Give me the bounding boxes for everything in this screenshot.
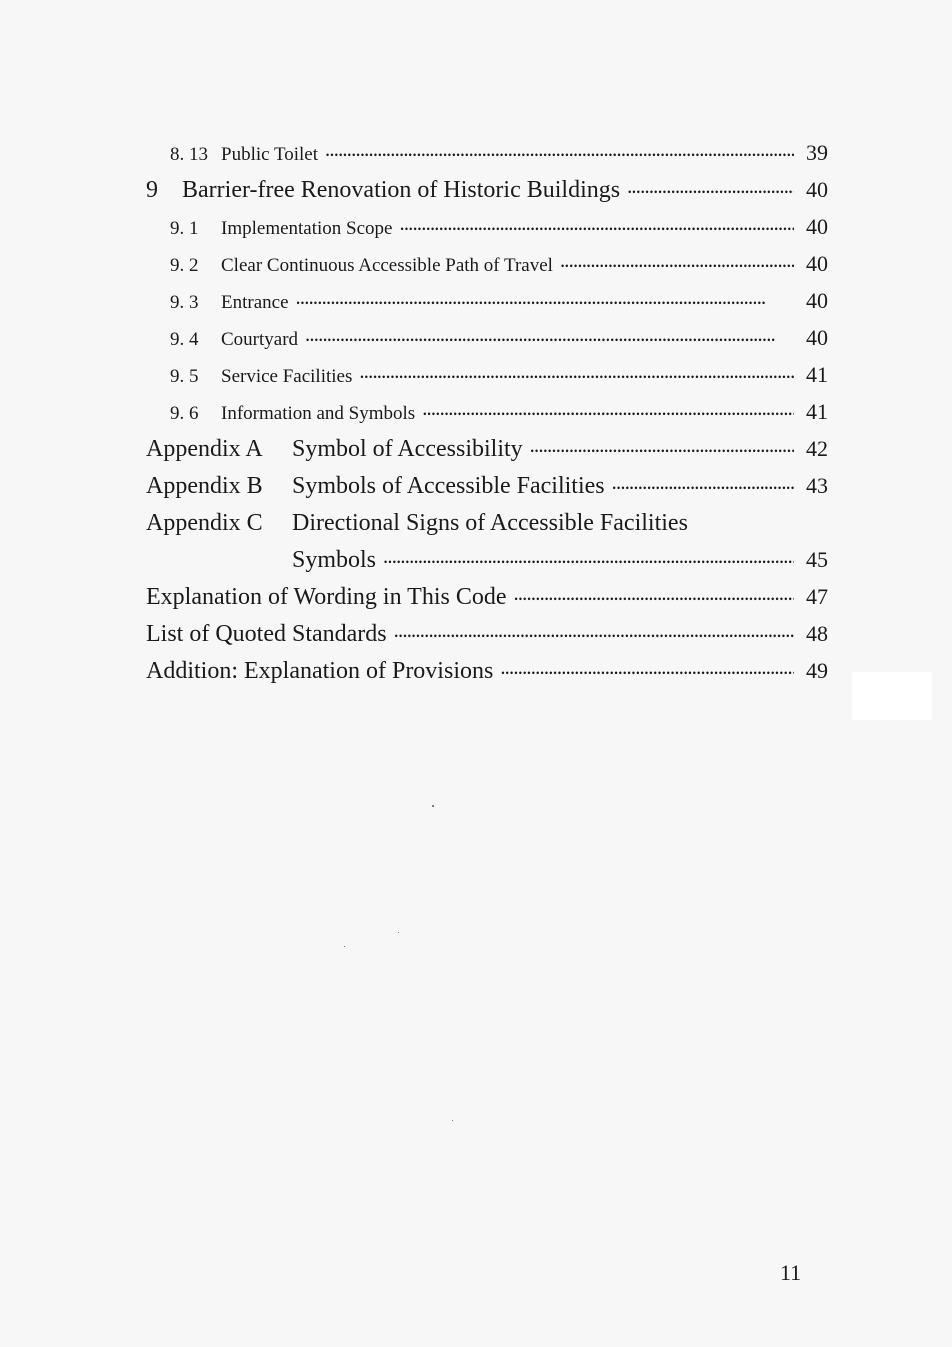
toc-entry-page: 40 [806, 177, 828, 202]
toc-entry [146, 362, 828, 399]
dot-leader [561, 255, 794, 277]
toc-entry [146, 510, 828, 547]
toc-entry-page: 39 [806, 140, 828, 165]
toc-entry [146, 621, 828, 658]
toc-entry-number: 9. 4 [170, 329, 199, 350]
dot-leader [501, 658, 794, 685]
dot-leader [297, 292, 794, 314]
scan-artifact [852, 672, 932, 720]
dot-leader [531, 436, 794, 463]
toc-entry [146, 214, 828, 251]
toc-entry [146, 436, 828, 473]
toc-entry-page: 40 [806, 251, 828, 276]
toc-entry-title: Symbol of Accessibility [292, 436, 523, 462]
toc-entry-title: Directional Signs of Accessible Facilities [292, 510, 688, 536]
toc-entry-number: 9. 5 [170, 366, 199, 387]
toc-entry [146, 399, 828, 436]
toc-entry-number: 9. 6 [170, 403, 199, 424]
toc-entry-title: Clear Continuous Accessible Path of Travel [221, 255, 553, 276]
toc-entry-page: 40 [806, 288, 828, 313]
toc-entry-page: 48 [806, 621, 828, 646]
dot-leader [306, 329, 794, 351]
page-number: 11 [780, 1260, 802, 1285]
toc-entry [146, 584, 828, 621]
toc-entry-title: Barrier-free Renovation of Historic Buildings [182, 177, 621, 203]
scan-speck [452, 1120, 453, 1121]
toc-entry-continuation [146, 547, 828, 584]
toc-entry [146, 658, 828, 695]
toc-entry-number: 9. 2 [170, 255, 199, 276]
toc-entry-title: Entrance [221, 292, 289, 313]
toc-entry-page: 41 [806, 362, 828, 387]
toc-entry-title: Explanation of Wording in This Code [146, 584, 507, 610]
toc-entry-page: 42 [806, 436, 828, 461]
toc-entry-title: Information and Symbols [221, 403, 416, 424]
dot-leader [613, 473, 794, 500]
toc-entry [146, 140, 828, 177]
toc-entry-title: Implementation Scope [221, 218, 393, 239]
table-of-contents [146, 140, 828, 695]
scan-speck [344, 946, 345, 947]
toc-entry-number: 9. 1 [170, 218, 199, 239]
toc-entry-title: Symbols [292, 547, 377, 573]
toc-entry-page: 45 [806, 547, 828, 572]
toc-entry-number: Appendix A [146, 436, 263, 462]
dot-leader [400, 218, 794, 240]
toc-entry-title: Addition: Explanation of Provisions [146, 658, 494, 684]
dot-leader [423, 403, 794, 425]
toc-entry [146, 251, 828, 288]
toc-entry-title: Courtyard [221, 329, 299, 350]
dot-leader [326, 144, 794, 166]
dot-leader [514, 584, 794, 611]
toc-entry-title: Symbols of Accessible Facilities [292, 473, 605, 499]
toc-entry-number: Appendix C [146, 510, 263, 536]
toc-entry-page: 41 [806, 399, 828, 424]
toc-entry-title: List of Quoted Standards [146, 621, 387, 647]
toc-entry-page: 43 [806, 473, 828, 498]
toc-entry-page: 47 [806, 584, 828, 609]
toc-entry [146, 288, 828, 325]
toc-entry [146, 325, 828, 362]
scan-speck [432, 805, 434, 807]
toc-entry-number: 9. 3 [170, 292, 199, 313]
toc-entry-page: 40 [806, 214, 828, 239]
toc-entry-title: Public Toilet [221, 144, 319, 165]
dot-leader [360, 366, 794, 388]
toc-entry-page: 49 [806, 658, 828, 683]
toc-entry-number: 9 [146, 177, 158, 203]
scan-speck [398, 932, 399, 933]
dot-leader [384, 547, 794, 574]
dot-leader [395, 621, 794, 648]
toc-entry-number: 8. 13 [170, 144, 208, 165]
toc-entry-page: 40 [806, 325, 828, 350]
dot-leader [628, 177, 794, 204]
toc-entry-title: Service Facilities [221, 366, 353, 387]
toc-entry-number: Appendix B [146, 473, 263, 499]
toc-entry [146, 177, 828, 214]
toc-entry [146, 473, 828, 510]
